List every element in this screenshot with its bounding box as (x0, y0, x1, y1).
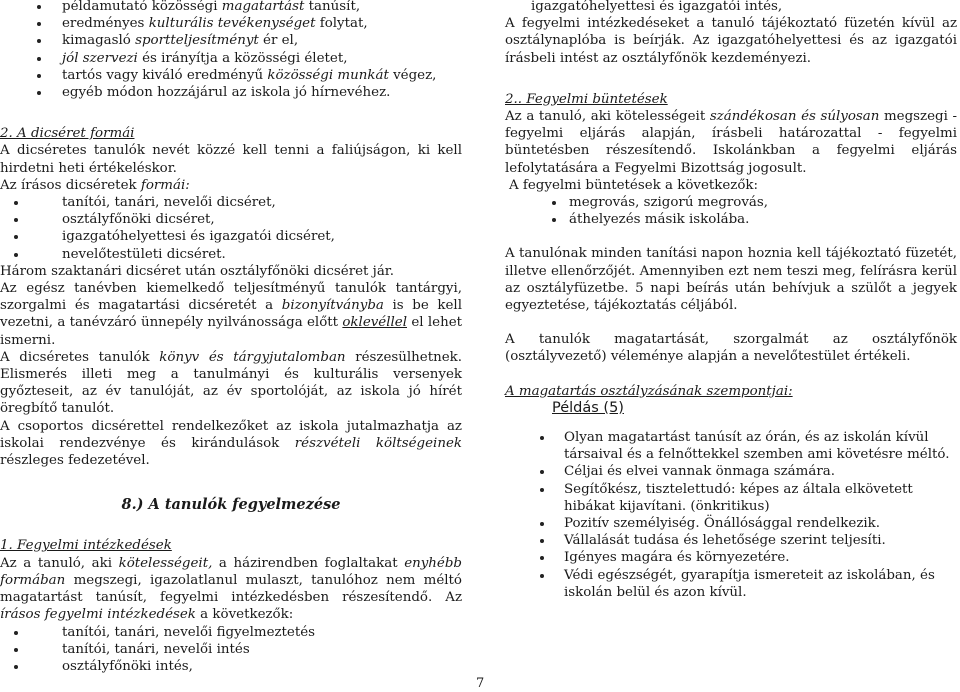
opinion-text: A tanulók magatartását, szorgalmát az osztályfőnök (osztályvezető) véleménye alapján a nevelőtestület értékeli. (505, 332, 957, 365)
praise-forms-text: A dicséretes tanulók nevét közzé kell tenni a faliújságon, ki kell hirdetni heti értékeléskor. (0, 143, 462, 176)
list-item: eredményes kulturális tevékenységet folytat, (0, 15, 462, 32)
left-column (0, 0, 462, 675)
example-criteria-list (505, 429, 957, 601)
disciplinary-measures-continued (505, 0, 957, 15)
list-item: Céljai és elvei vannak önmaga számára. (505, 463, 957, 480)
fines-intro: A fegyelmi büntetések a következők: (509, 177, 759, 193)
measures-logging-text: A fegyelmi intézkedéseket a tanuló tájékoztató füzetén kívül az osztálynaplóba is beírják. Az igazgatóhelyettesi és az igazgatói írásbeli intést az osztályfőnök kezdeményezi. (505, 16, 957, 66)
disciplinary-measures-list (0, 624, 462, 676)
list-item: egyéb módon hozzájárul az iskola jó hírnevéhez. (0, 84, 462, 101)
praise-forms-heading: 2. A dicséret formái (0, 126, 135, 142)
chapter-title: 8.) A tanulók fegyelmezése (121, 496, 341, 514)
page-number: 7 (476, 676, 485, 691)
list-item: Vállalását tudása és lehetősége szerint teljesíti. (505, 532, 957, 549)
list-item: Pozitív személyiség. Önállósággal rendelkezik. (505, 515, 957, 532)
list-item: nevelőtestületi dicséret. (0, 246, 462, 263)
list-item: Védi egészségét, gyarapítja ismereteit az iskolában, és iskolán belül és azon kívül. (505, 567, 957, 601)
right-column (505, 0, 957, 601)
list-item: Olyan magatartást tanúsít az órán, és az iskolán kívül társaival és a felnőttekkel szemben ami követésre méltó. (505, 429, 957, 463)
list-item: Igényes magára és környezetére. (505, 549, 957, 566)
notebook-text: A tanulónak minden tanítási napon hoznia kell tájékoztató füzetét, illetve ellenőrzőjét. Amennyiben ezt nem teszi meg, felírásra kerül az osztályfüzetbe. 5 napi beírás után behívjuk a szülőt a jegyek egyeztetése, tájékoztatás céljából. (505, 246, 957, 314)
list-item: példamutató közösségi magatartást tanúsít, (0, 0, 462, 15)
measures-text: Az a tanuló, aki kötelességeit, a házirendben foglaltakat enyhébb formában megszegi, igazolatlanul mulaszt, tanulóhoz nem méltó magatartást tanúsít, fegyelmi intézkedésben részesítendő. Az írásos fegyelmi intézkedések a következők: (0, 555, 462, 623)
written-praise-intro: Az írásos dicséretek formái: (0, 177, 190, 193)
list-item: jól szervezi és irányítja a közösségi életet, (0, 50, 462, 67)
list-item: osztályfőnöki dicséret, (0, 211, 462, 228)
criteria-heading: A magatartás osztályzásának szempontjai: (505, 383, 793, 399)
list-item: igazgatóhelyettesi és igazgatói dicséret, (0, 228, 462, 245)
award-text: A dicséretes tanulók könyv és tárgyjutalomban részesülhetnek. Elismerés illeti meg a tanulmányi és kulturális versenyek győzteseit, az év tanulóját, az év sportolóját, az iskola jó hírét öregbítő tanulót. (0, 349, 462, 417)
year-praise-text: Az egész tanévben kiemelkedő teljesítményű tanulók tantárgyi, szorgalmi és magatartási dicséretét a bizonyítványba is be kell vezetni, a tanévzáró ünnepély nyilvánossága előtt oklevéllel el lehet ismerni. (0, 281, 463, 348)
list-item: osztályfőnöki intés, (0, 658, 462, 675)
list-item: Segítőkész, tisztelettudó: képes az általa elkövetett hibákat kijavítani. (önkritikus) (505, 481, 957, 515)
list-item: tanítói, tanári, nevelői figyelmeztetés (0, 624, 462, 641)
list-item: megrovás, szigorú megrovás, (505, 194, 957, 211)
list-item: tanítói, tanári, nevelői dicséret, (0, 194, 462, 211)
list-item: tanítói, tanári, nevelői intés (0, 641, 462, 658)
example-grade-title: Példás (5) (552, 399, 624, 416)
fines-list (505, 194, 957, 228)
list-item: áthelyezés másik iskolába. (505, 211, 957, 228)
list-item: kimagasló sportteljesítményt ér el, (0, 32, 462, 49)
list-item: igazgatóhelyettesi és igazgatói intés, (531, 0, 783, 14)
praise-criteria-list (0, 0, 462, 101)
fines-heading: 2.. Fegyelmi büntetések (505, 91, 668, 107)
fines-text: Az a tanuló, aki kötelességeit szándékosan és súlyosan megszegi - fegyelmi eljárás alapján, írásbeli határozattal - fegyelmi büntetésben részesítendő. Iskolánkban a fegyelmi eljárás lefolytatására a Fegyelmi Bizottság jogosult. (505, 109, 957, 176)
group-praise-text: A csoportos dicsérettel rendelkezőket az iskola jutalmazhatja az iskolai rendezvénye és kirándulások részvételi költségeinek részleges fedezetével. (0, 418, 462, 469)
list-item: tartós vagy kiváló eredményű közösségi munkát végez, (0, 67, 462, 84)
praise-forms-list (0, 194, 462, 263)
measures-heading: 1. Fegyelmi intézkedések (0, 538, 172, 554)
three-teacher-praise-text: Három szaktanári dicséret után osztályfőnöki dicséret jár. (0, 263, 394, 279)
